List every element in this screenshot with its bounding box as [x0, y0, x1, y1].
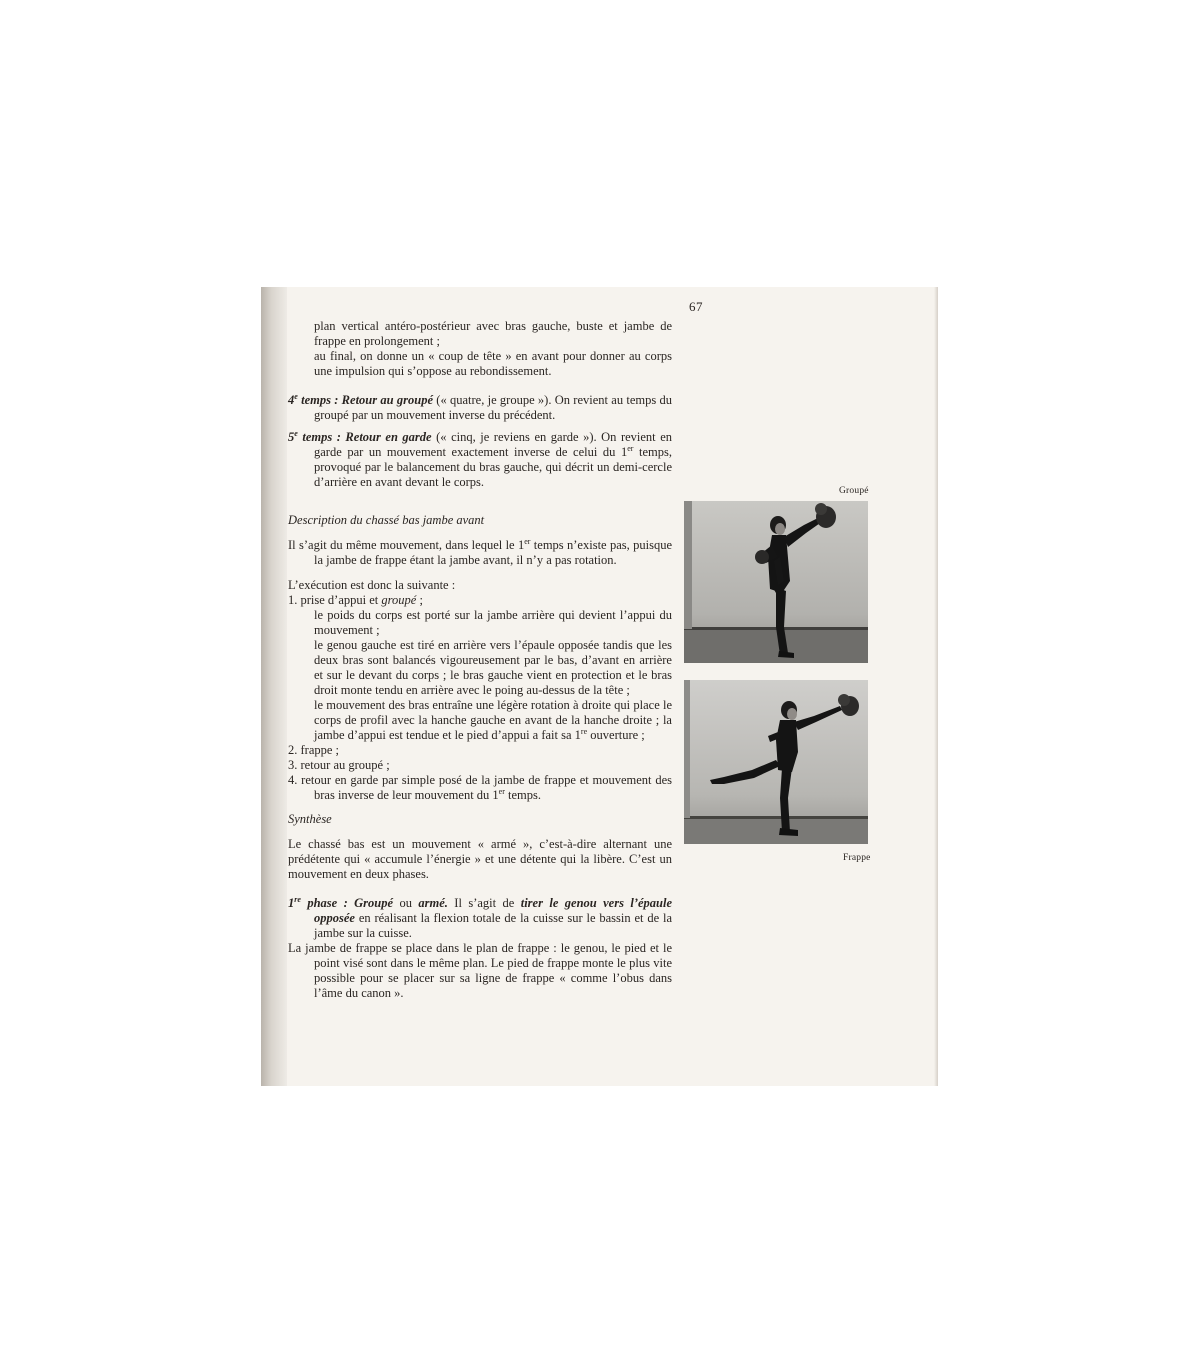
description-text-a: Il s’agit du même mouvement, dans lequel le 1 [288, 538, 525, 552]
caption-frappe: Frappe [843, 853, 871, 863]
continuation-line-1: plan vertical antéro-postérieur avec bras gauche, buste et jambe de frappe en prolongement ; [314, 319, 672, 348]
step-1-detail-3 [288, 698, 672, 743]
step-1 [288, 593, 672, 608]
temps-5-title: temps : Retour en garde [297, 430, 432, 444]
phase-1-arme: armé. [418, 896, 448, 910]
scanned-page [261, 287, 938, 1086]
photo-frappe [684, 680, 868, 844]
phase-1-ou: ou [393, 896, 419, 910]
temps-5-label: 5 [288, 430, 295, 444]
temps-4-label: 4 [288, 393, 295, 407]
body-text-column [288, 319, 672, 1001]
description-paragraph [288, 538, 672, 568]
phase-1-text-b: en réalisant la flexion totale de la cuisse sur le bassin et de la jambe sur la cuisse. [314, 911, 672, 940]
step-1-text-b: ; [416, 593, 423, 607]
phase-1-italic: tirer le genou vers l’épaule opposée [314, 896, 673, 925]
phase-1-paragraph [288, 896, 672, 941]
caption-groupe: Groupé [839, 486, 869, 496]
temps-4-paragraph [288, 393, 672, 423]
step-4-text-a: 4. retour en garde par simple posé de la jambe de frappe et mouvement des bras inverse de leur mouvement du 1 [288, 773, 672, 802]
description-heading: Description du chassé bas jambe avant [288, 513, 485, 527]
step-1-detail-3-a: le mouvement des bras entraîne une légère rotation à droite qui place le corps de profil avec la hanche gauche en avant de la hanche droite ; la jambe d’appui est tendue et le pied d’appui a fait sa 1 [314, 698, 672, 742]
temps-5-text-sup: er [627, 444, 634, 453]
temps-4-title: temps : Retour au groupé [297, 393, 433, 407]
step-1-text-a: 1. prise d’appui et [288, 593, 382, 607]
page-gutter-shadow [261, 287, 287, 1086]
description-text-b: temps n’existe pas, puisque la jambe de frappe étant la jambe avant, il n’y a pas rotation. [314, 538, 672, 567]
step-4-sup: er [498, 787, 505, 796]
step-4-text-b: temps. [504, 788, 541, 802]
continuation-line-2: au final, on donne un « coup de tête » en avant pour donner au corps une impulsion qui s’oppose au rebondissement. [314, 349, 672, 378]
page-number: 67 [689, 299, 703, 314]
page-edge-shadow [934, 287, 938, 1086]
temps-5-sup: e [294, 429, 298, 438]
step-2: 2. frappe ; [288, 743, 340, 757]
phase-1-title: phase : Groupé [300, 896, 394, 910]
synthese-paragraph: Le chassé bas est un mouvement « armé », c’est-à-dire alternant une prédétente qui « accumule l’énergie » et une détente qui la libère. C’est un mouvement en deux phases. [288, 837, 672, 881]
temps-5-paragraph [288, 430, 672, 490]
step-1-italic: groupé [381, 593, 417, 607]
step-1-detail-1: le poids du corps est porté sur la jambe arrière qui devient l’appui du mouvement ; [314, 608, 672, 637]
step-1-detail-3-b: ouverture ; [587, 728, 645, 742]
temps-5-text-b: temps, provoqué par le balancement du bras gauche, qui décrit un demi-cercle d’arrière en avant devant le corps. [314, 445, 672, 489]
step-3: 3. retour au groupé ; [288, 758, 390, 772]
description-sup: er [524, 537, 531, 546]
temps-5-text-a: (« cinq, je reviens en garde »). On revient en garde par un mouvement exactement inverse de celui du 1 [314, 430, 672, 459]
step-4 [288, 773, 672, 803]
phase-1-label: 1 [288, 896, 295, 910]
temps-4-sup: e [294, 392, 298, 401]
temps-4-text: (« quatre, je groupe »). On revient au temps du groupé par un mouvement inverse du précédent. [314, 393, 672, 422]
phase-1-sup: re [294, 895, 301, 904]
phase-1-text-a: Il s’agit de [447, 896, 521, 910]
step-1-detail-3-sup: re [580, 727, 588, 736]
plan-paragraph: La jambe de frappe se place dans le plan de frappe : le genou, le pied et le point visé sont dans le même plan. Le pied de frappe monte le plus vite possible pour se placer sur sa ligne de frappe « comme l’obus dans l’âme du canon ». [288, 941, 672, 1000]
photo-groupe [684, 501, 868, 663]
synthese-heading: Synthèse [288, 812, 332, 826]
execution-intro: L’exécution est donc la suivante : [288, 578, 456, 592]
step-1-detail-2: le genou gauche est tiré en arrière vers l’épaule opposée tandis que les deux bras sont balancés vigoureusement par le bas, d’avant en arrière et sur le devant du corps ; le bras gauche vient en protection et le bras droit monte tendu en arrière avec le poing au-dessus de la tête ; [314, 638, 672, 697]
